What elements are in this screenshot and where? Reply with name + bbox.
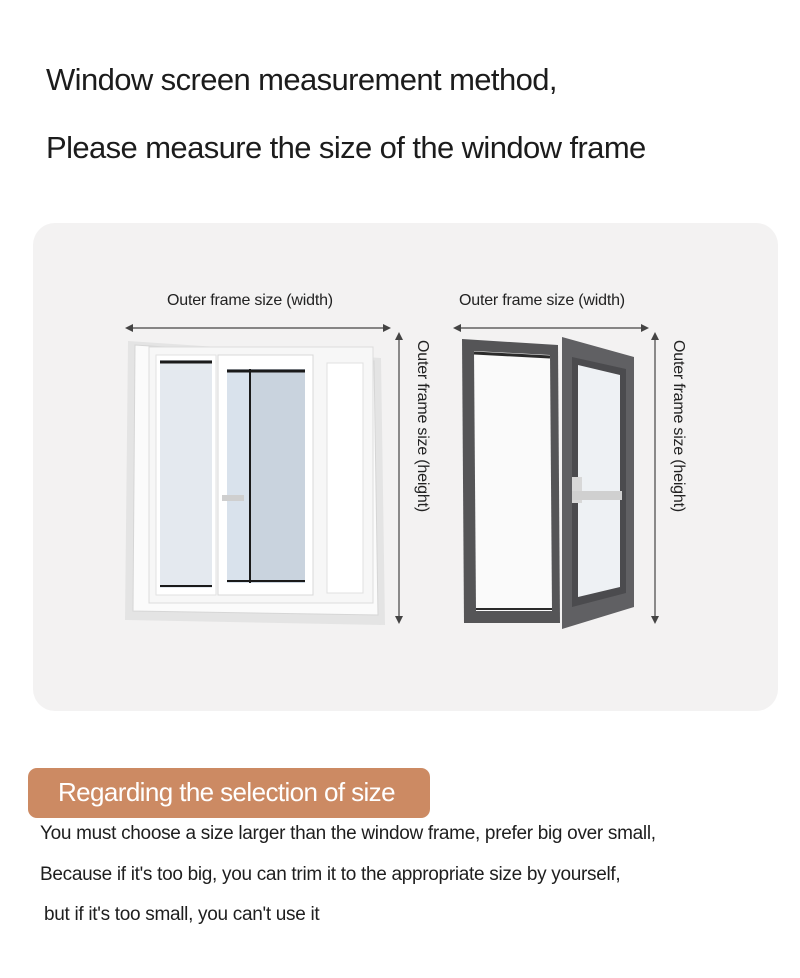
casement-height-arrow xyxy=(645,330,665,626)
size-selection-badge-label: Regarding the selection of size xyxy=(58,777,395,807)
sliding-height-label: Outer frame size (height) xyxy=(414,340,431,512)
page-title: Window screen measurement method, xyxy=(46,62,557,97)
casement-width-label: Outer frame size (width) xyxy=(459,292,625,309)
size-selection-badge xyxy=(28,768,430,818)
sliding-height-arrow xyxy=(389,330,409,626)
casement-height-label: Outer frame size (height) xyxy=(670,340,687,512)
sliding-width-label: Outer frame size (width) xyxy=(167,292,333,309)
instruction-line: Because if it's too big, you can trim it to the appropriate size by yourself, xyxy=(40,864,621,885)
instruction-line: but if it's too small, you can't use it xyxy=(44,904,320,925)
casement-window-illustration xyxy=(458,331,648,631)
sliding-window-illustration xyxy=(123,333,393,628)
page-subtitle: Please measure the size of the window frame xyxy=(46,130,646,165)
measurement-diagram-panel xyxy=(33,223,778,711)
instruction-line: You must choose a size larger than the window frame, prefer big over small, xyxy=(40,823,656,844)
